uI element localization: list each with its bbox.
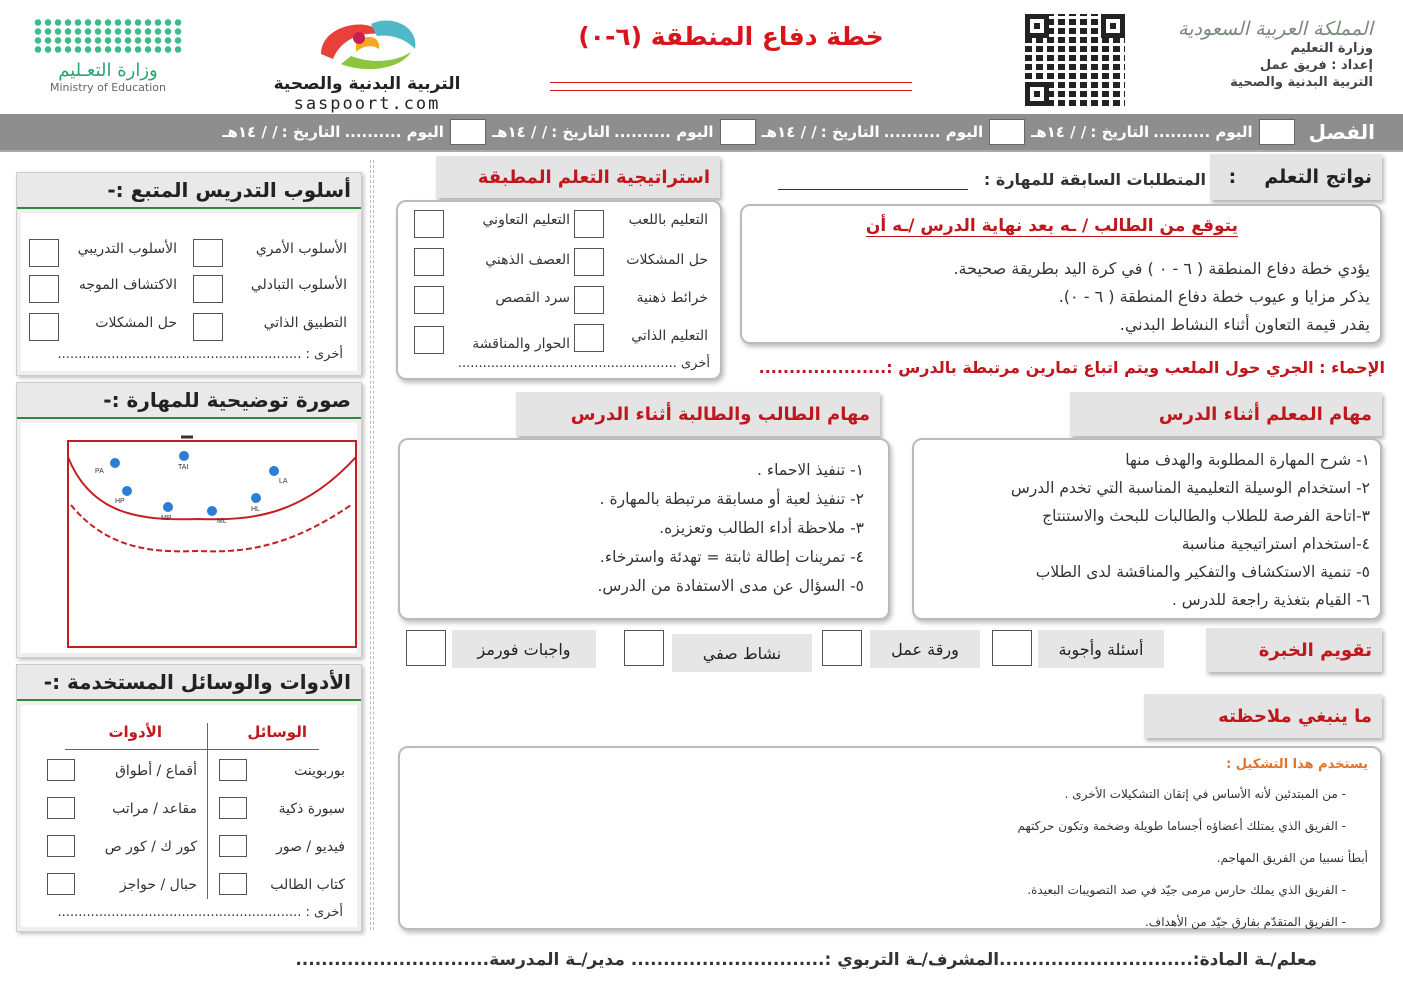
eval-option: أسئلة وأجوبة	[1038, 630, 1164, 668]
eval-option: واجبات فورمز	[452, 630, 596, 668]
warmup: الإحماء : الجري حول الملعب ويتم اتباع تمارين مرتبطة بالدرس :.....................	[758, 358, 1385, 377]
strategy-option: الحوار والمناقشة	[472, 336, 570, 352]
date-label-3: التاريخ :	[551, 123, 611, 141]
style-option: الاكتشاف الموجه	[78, 277, 177, 293]
tools-item: مقاعد / مراتب	[112, 801, 197, 817]
means-checkbox[interactable]	[219, 759, 247, 781]
means-checkbox[interactable]	[219, 797, 247, 819]
strategy-option: العصف الذهني	[485, 252, 570, 268]
skill-image-title: صورة توضيحية للمهارة :-	[17, 383, 361, 419]
style-option: الأسلوب التبادلي	[250, 277, 347, 293]
day-label-2: اليوم ..........	[883, 123, 984, 141]
eval-option: ورقة عمل	[870, 630, 980, 668]
note-line: - الفريق الذي يملك حارس مرمى جيّد في صد التصويبات البعيدة.	[1027, 883, 1346, 897]
style-option: الأسلوب التدريبي	[77, 241, 177, 257]
teacher-task: ٢- استخدام الوسيلة التعليمية المناسبة التي تخدم الدرس	[1010, 479, 1370, 497]
style-checkbox[interactable]	[193, 313, 223, 341]
title-underline-2	[550, 90, 912, 91]
means-item: كتاب الطالب	[270, 877, 345, 893]
eval-checkbox[interactable]	[992, 630, 1032, 666]
prerequisites	[740, 170, 1206, 190]
tools-header: الأدوات	[108, 723, 162, 741]
qr-code-icon	[1025, 14, 1125, 106]
year-label-1: / / ١٤هـ	[1031, 123, 1087, 141]
prereq-blank[interactable]	[778, 170, 968, 190]
outcome-item: يقدر قيمة التعاون أثناء النشاط البدني.	[1119, 315, 1370, 334]
means-header: الوسائل	[247, 723, 307, 741]
teaching-style-title: أسلوب التدريس المتبع :-	[17, 173, 361, 209]
player-label: HP	[115, 498, 125, 505]
ministry-name: وزارة التعليم	[1290, 41, 1373, 56]
day-input-1[interactable]	[989, 119, 1025, 145]
style-checkbox[interactable]	[29, 239, 59, 267]
outcomes-colon: :	[1228, 166, 1237, 188]
style-checkbox[interactable]	[29, 275, 59, 303]
player-label: PA	[95, 468, 104, 475]
eval-option: نشاط صفي	[672, 634, 812, 672]
department: التربية البدنية والصحية	[1230, 75, 1373, 90]
strategy-checkbox[interactable]	[414, 326, 444, 354]
date-label-4: التاريخ :	[281, 123, 341, 141]
pe-logo-icon	[311, 14, 423, 74]
teacher-task: ٥- تنمية الاستكشاف والتفكير والمناقشة لدى الطلاب	[1035, 563, 1370, 581]
table-divider	[65, 749, 319, 750]
teacher-task: ٤-استخدام استراتيجية مناسبة	[1181, 535, 1370, 553]
tools-item: أقماع / أطواق	[115, 763, 197, 779]
strategy-card	[396, 200, 722, 380]
strategy-tab: استراتيجية التعلم المطبقة	[436, 156, 720, 198]
strategy-option: حل المشكلات	[626, 252, 708, 268]
day-label-4: اليوم ..........	[344, 123, 444, 141]
player-label: HL	[251, 506, 260, 513]
prepared-by: إعداد : فريق عمل	[1259, 58, 1373, 73]
page-title: خطة دفاع المنطقة (٦-٠)	[578, 22, 884, 51]
evaluation-tab: تقويم الخبرة	[1206, 628, 1382, 672]
class-input[interactable]	[1259, 119, 1295, 145]
tools-item: كور ك / كور ص	[104, 839, 197, 855]
outcomes-title: نواتج التعلم	[1264, 166, 1372, 188]
strategy-checkbox[interactable]	[574, 248, 604, 276]
pe-logo-name: التربية البدنية والصحية	[273, 74, 461, 94]
student-task: ٤- تمرينات إطالة ثابتة = تهدئة واسترخاء.	[599, 548, 864, 566]
tools-checkbox[interactable]	[47, 797, 75, 819]
year-label-4: / / ١٤هـ	[222, 123, 278, 141]
column-divider	[370, 160, 374, 930]
student-task: ٥- السؤال عن مدى الاستفادة من الدرس.	[597, 577, 864, 595]
teacher-task: ٣-اتاحة الفرصة للطلاب والطالبات للبحث والاستنتاج	[1042, 507, 1370, 525]
means-item: فيديو / صور	[276, 839, 345, 855]
note-line: - الفريق المتقدّم بفارق جيّد من الأهداف.	[1144, 915, 1346, 929]
title-underline	[550, 82, 912, 83]
day-label-1: اليوم ..........	[1153, 123, 1253, 141]
strategy-checkbox[interactable]	[414, 210, 444, 238]
tools-title: الأدوات والوسائل المستخدمة :-	[17, 665, 361, 701]
style-option: حل المشكلات	[95, 315, 177, 331]
means-checkbox[interactable]	[219, 835, 247, 857]
moe-dots-icon	[33, 18, 183, 54]
teacher-task: ١- شرح المهارة المطلوبة والهدف منها	[1125, 451, 1370, 469]
note-line: - من المبتدئين لأنه الأساس في إتقان التشكيلات الأخرى .	[1064, 787, 1346, 801]
year-label-2: / / ١٤هـ	[761, 123, 817, 141]
strategy-other[interactable]: أخرى .....................................................	[457, 356, 710, 371]
style-checkbox[interactable]	[193, 275, 223, 303]
table-col-divider	[207, 723, 208, 899]
means-item: بوربوينت	[294, 763, 345, 779]
day-input-3[interactable]	[450, 119, 486, 145]
strategy-checkbox[interactable]	[574, 324, 604, 352]
notes-card	[398, 746, 1382, 930]
class-label: الفصل	[1308, 120, 1375, 144]
kingdom-name: المملكة العربية السعودية	[1178, 18, 1373, 40]
prereq-label: المتطلبات السابقة للمهارة :	[983, 170, 1206, 189]
strategy-checkbox[interactable]	[414, 248, 444, 276]
strategy-option: سرد القصص	[495, 290, 570, 306]
strategy-checkbox[interactable]	[574, 286, 604, 314]
note-line: - الفريق الذي يمتلك أعضاؤه أجساما طويلة وضخمة وتكون حركتهم	[1017, 819, 1346, 833]
eval-checkbox[interactable]	[822, 630, 862, 666]
style-checkbox[interactable]	[29, 313, 59, 341]
teaching-style-panel	[16, 172, 362, 376]
student-tasks-tab: مهام الطالب والطالبة أثناء الدرس	[516, 392, 880, 436]
pe-logo-site: saspoort.com	[293, 94, 441, 114]
schedule-bar	[0, 114, 1403, 152]
style-other[interactable]: أخرى : ...........................................................	[57, 347, 343, 362]
style-checkbox[interactable]	[193, 239, 223, 267]
tools-panel	[16, 664, 362, 932]
strategy-option: التعليم الذاتي	[631, 328, 708, 344]
day-label-3: اليوم ..........	[614, 123, 714, 141]
style-option: التطبيق الذاتي	[263, 315, 347, 331]
strategy-checkbox[interactable]	[414, 286, 444, 314]
tools-checkbox[interactable]	[47, 873, 75, 895]
day-input-2[interactable]	[720, 119, 756, 145]
teacher-tasks-card	[912, 438, 1382, 620]
student-task: ٢- تنفيذ لعبة أو مسابقة مرتبطة بالمهارة .	[599, 490, 864, 508]
tools-checkbox[interactable]	[47, 759, 75, 781]
moe-logo	[28, 18, 188, 94]
court-diagram	[21, 423, 357, 653]
outcomes-tab	[1210, 154, 1382, 200]
style-option: الأسلوب الأمري	[255, 241, 347, 257]
tools-checkbox[interactable]	[47, 835, 75, 857]
player-label: TAI	[178, 464, 189, 471]
skill-image-panel	[16, 382, 362, 658]
notes-heading: يستخدم هذا التشكيل :	[1226, 757, 1368, 772]
player-label: MP	[161, 515, 172, 522]
student-task: ١- تنفيذ الاحماء .	[757, 461, 864, 479]
ministry-header	[1173, 18, 1373, 91]
strategy-checkbox[interactable]	[574, 210, 604, 238]
year-label-3: / / ١٤هـ	[491, 123, 548, 141]
signatures[interactable]: معلم/ـة المادة:..............................المشرف/ـة التربوي :.............................. مدير/ـة المدرسة..............................	[295, 950, 1317, 970]
student-task: ٣- ملاحظة أداء الطالب وتعزيزه.	[659, 519, 864, 537]
pe-logo	[252, 14, 482, 114]
notes-tab: ما ينبغي ملاحظته	[1144, 694, 1382, 738]
means-item: سبورة ذكية	[278, 801, 345, 817]
date-label-2: التاريخ :	[820, 123, 880, 141]
note-line: أبطأ نسبيا من الفريق المهاجم.	[1216, 851, 1368, 865]
outcome-item: يذكر مزايا و عيوب خطة دفاع المنطقة ( ٦ - ٠).	[1058, 287, 1370, 306]
moe-logo-en: Ministry of Education	[49, 81, 166, 94]
moe-logo-ar: وزارة التعـليم	[58, 60, 158, 81]
date-label-1: التاريخ :	[1090, 123, 1150, 141]
strategy-option: التعليم التعاوني	[482, 212, 570, 228]
student-tasks-card	[398, 438, 890, 620]
player-label: LA	[279, 478, 288, 485]
eval-checkbox[interactable]	[624, 630, 664, 666]
teacher-task: ٦- القيام بتغذية راجعة للدرس .	[1171, 591, 1370, 609]
tools-other[interactable]: أخرى : ...........................................................	[57, 905, 343, 920]
strategy-option: التعليم باللعب	[628, 212, 708, 228]
outcome-item: يؤدي خطة دفاع المنطقة ( ٦ - ٠ ) في كرة اليد بطريقة صحيحة.	[953, 259, 1370, 278]
tools-item: حبال / حواجز	[119, 877, 197, 893]
eval-checkbox[interactable]	[406, 630, 446, 666]
teacher-tasks-tab: مهام المعلم أثناء الدرس	[1070, 392, 1382, 436]
means-checkbox[interactable]	[219, 873, 247, 895]
player-label: ML	[217, 518, 227, 525]
outcomes-card	[740, 204, 1382, 344]
strategy-option: خرائط ذهنية	[636, 290, 708, 306]
outcomes-expect: يتوقع من الطالب / ـه بعد نهاية الدرس /ـه أن	[865, 216, 1238, 236]
